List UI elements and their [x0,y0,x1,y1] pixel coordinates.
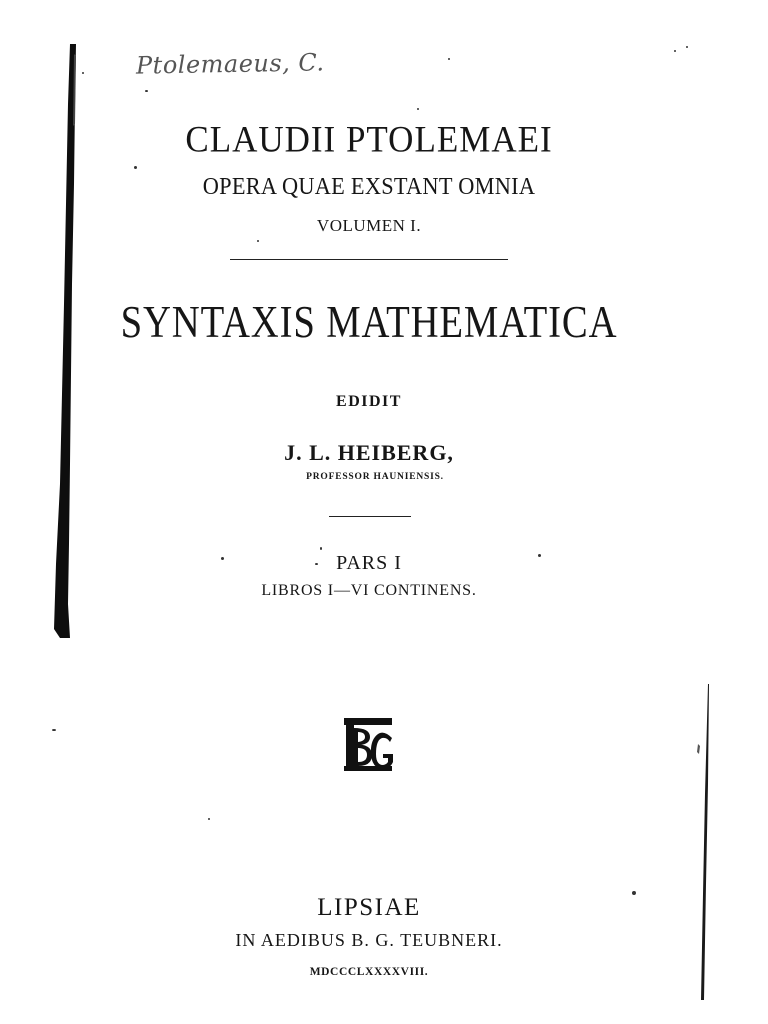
scan-speck [52,729,56,731]
scan-speck [145,90,148,92]
part-contents: LIBROS I—VI CONTINENS. [261,582,477,599]
imprint-year: MDCCCLXXXXVIII. [309,966,429,978]
author-heading: CLAUDII PTOLEMAEI [185,119,553,160]
editor-name: J. L. HEIBERG, [284,440,454,465]
editor-role: PROFESSOR HAUNIENSIS. [306,472,444,482]
publisher-monogram-logo [340,716,396,772]
divider-rule-middle [329,516,411,517]
series-title: OPERA QUAE EXSTANT OMNIA [202,174,536,200]
handwritten-note: Ptolemaeus, C. [135,48,325,80]
scan-speck [632,891,636,895]
scan-speck [134,166,137,169]
scan-speck [686,46,688,48]
divider-rule-top [230,259,508,260]
scan-speck [417,108,419,110]
volume-label: VOLUMEN I. [316,216,422,235]
part-title: PARS I [336,552,402,574]
binding-edge-right [694,684,710,1000]
scan-speck [538,554,541,557]
main-title: SYNTAXIS MATHEMATICA [120,297,618,347]
imprint-city: LIPSIAE [317,894,421,921]
scan-speck [674,50,676,52]
scan-speck [448,58,450,60]
scan-speck [221,557,224,560]
imprint-publisher: IN AEDIBUS B. G. TEUBNERI. [235,930,503,950]
scan-speck [82,72,84,74]
scan-speck [257,240,259,242]
edidit-label: EDIDIT [336,393,402,410]
scan-speck [208,818,210,820]
scan-speck [320,547,322,550]
scan-speck [315,563,318,565]
